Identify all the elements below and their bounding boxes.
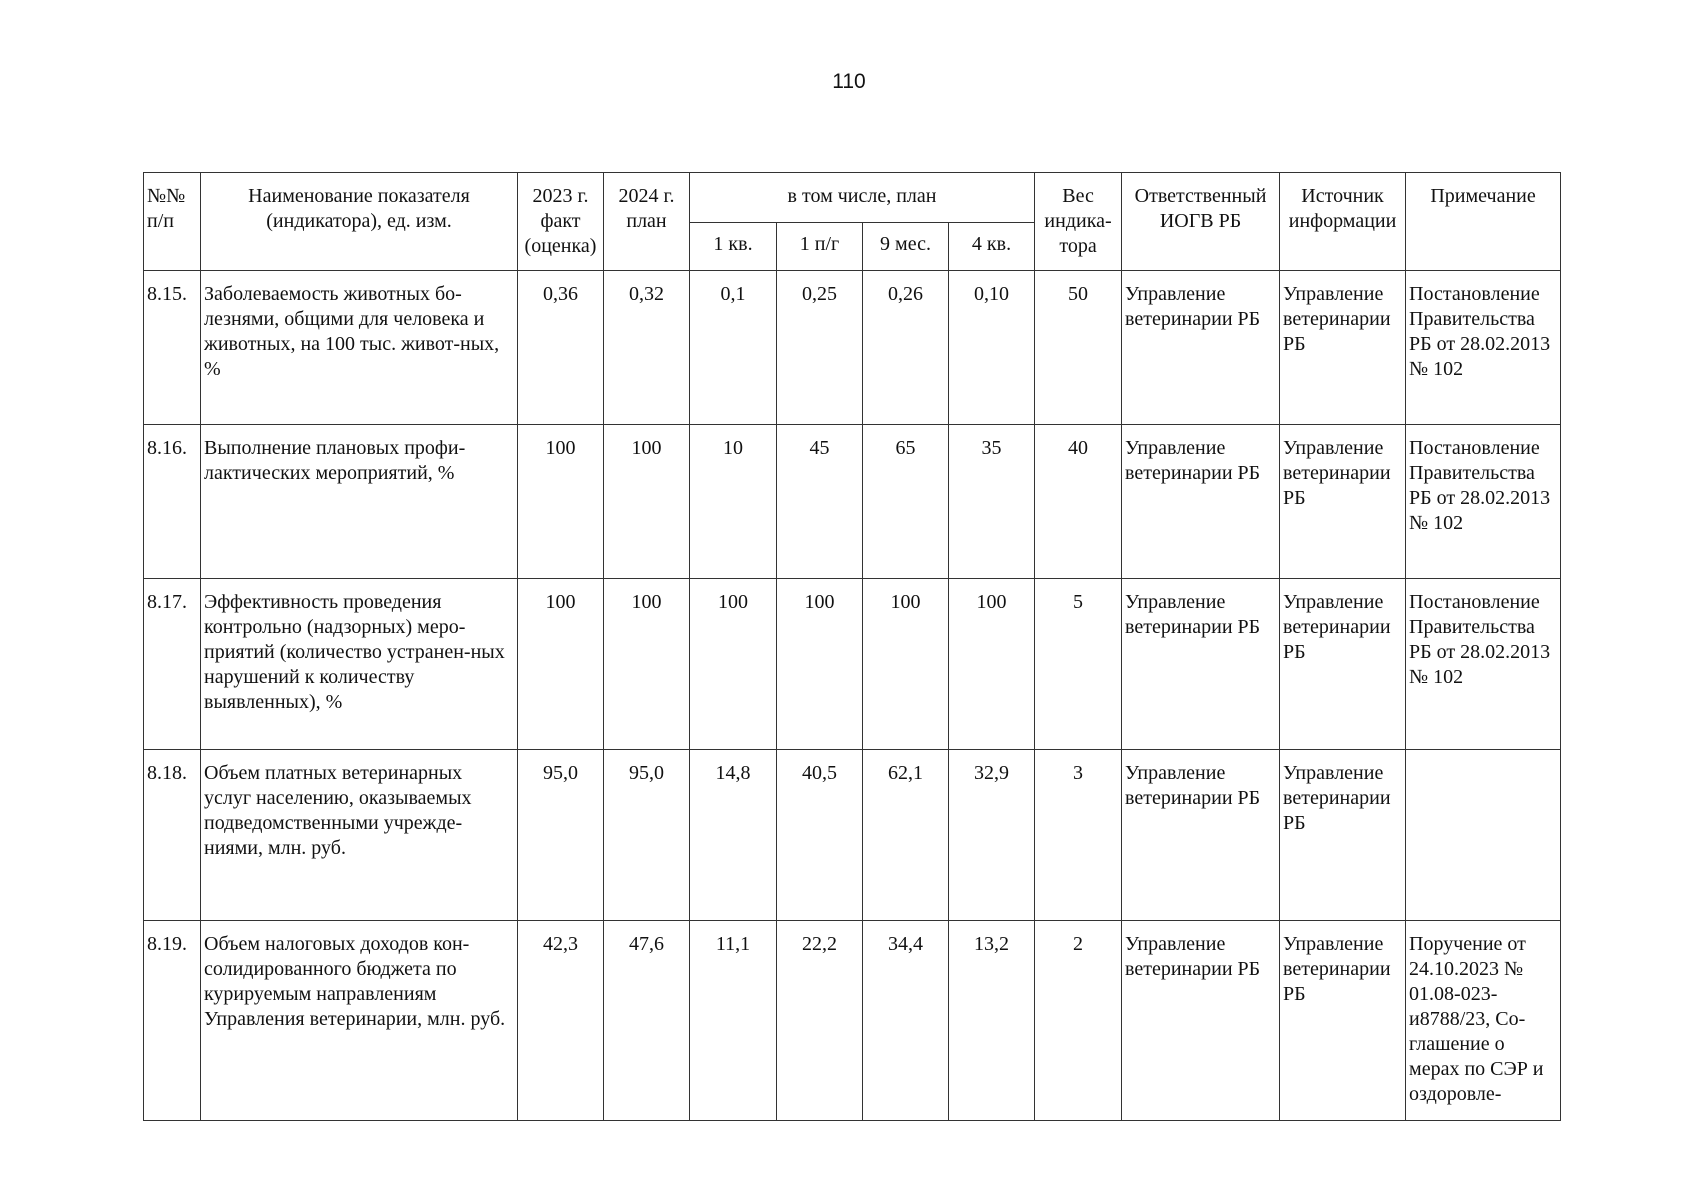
cell-weight: 3 [1035,750,1122,921]
header-q4: 4 кв. [949,223,1035,271]
cell-name: Объем платных ветеринарных услуг населению, оказываемых подведомственными учрежде-ниями, млн. руб. [201,750,518,921]
cell-note: Постановление Правительства РБ от 28.02.2013 № 102 [1406,579,1561,750]
cell-num: 8.17. [144,579,201,750]
cell-responsible: Управление ветеринарии РБ [1122,425,1280,579]
table-row [144,579,1561,750]
header-name: Наименование показателя (индикатора), ед. изм. [201,173,518,271]
cell-num: 8.15. [144,271,201,425]
header-source: Источник информации [1280,173,1406,271]
cell-source: Управление ветеринарии РБ [1280,750,1406,921]
cell-m9: 62,1 [863,750,949,921]
indicators-table [143,172,1561,1121]
cell-plan-2024: 0,32 [604,271,690,425]
cell-note: Поручение от 24.10.2023 № 01.08-023-и8788/23, Со-глашение о мерах по СЭР и оздоровле- [1406,921,1561,1121]
header-h1: 1 п/г [777,223,863,271]
header-weight: Вес индика-тора [1035,173,1122,271]
table-row [144,425,1561,579]
cell-q1: 11,1 [690,921,777,1121]
header-note: Примечание [1406,173,1561,271]
cell-fact-2023: 0,36 [518,271,604,425]
cell-m9: 34,4 [863,921,949,1121]
cell-num: 8.19. [144,921,201,1121]
cell-weight: 5 [1035,579,1122,750]
cell-note: Постановление Правительства РБ от 28.02.2013 № 102 [1406,425,1561,579]
cell-weight: 2 [1035,921,1122,1121]
cell-responsible: Управление ветеринарии РБ [1122,579,1280,750]
cell-plan-2024: 100 [604,425,690,579]
cell-q4: 35 [949,425,1035,579]
cell-fact-2023: 100 [518,425,604,579]
header-q1: 1 кв. [690,223,777,271]
header-incl-plan: в том числе, план [690,173,1035,223]
cell-note [1406,750,1561,921]
table-row [144,750,1561,921]
cell-name: Заболеваемость животных бо-лезнями, общими для человека и животных, на 100 тыс. живот-ных, % [201,271,518,425]
cell-weight: 40 [1035,425,1122,579]
cell-q4: 100 [949,579,1035,750]
cell-q1: 100 [690,579,777,750]
cell-m9: 0,26 [863,271,949,425]
cell-num: 8.16. [144,425,201,579]
cell-plan-2024: 47,6 [604,921,690,1121]
cell-responsible: Управление ветеринарии РБ [1122,271,1280,425]
cell-source: Управление ветеринарии РБ [1280,271,1406,425]
cell-note: Постановление Правительства РБ от 28.02.2013 № 102 [1406,271,1561,425]
cell-plan-2024: 95,0 [604,750,690,921]
table-header-row [144,173,1561,223]
table-row [144,271,1561,425]
cell-responsible: Управление ветеринарии РБ [1122,921,1280,1121]
header-num: №№ п/п [144,173,201,271]
cell-fact-2023: 42,3 [518,921,604,1121]
cell-name: Выполнение плановых профи-лактических мероприятий, % [201,425,518,579]
table-row [144,921,1561,1121]
page-number: 110 [832,70,866,93]
cell-h1: 40,5 [777,750,863,921]
header-plan-2024: 2024 г. план [604,173,690,271]
cell-name: Объем налоговых доходов кон-солидированного бюджета по курируемым направлениям Управления ветеринарии, млн. руб. [201,921,518,1121]
cell-source: Управление ветеринарии РБ [1280,425,1406,579]
cell-h1: 22,2 [777,921,863,1121]
cell-h1: 100 [777,579,863,750]
cell-source: Управление ветеринарии РБ [1280,579,1406,750]
cell-source: Управление ветеринарии РБ [1280,921,1406,1121]
cell-q4: 32,9 [949,750,1035,921]
cell-fact-2023: 95,0 [518,750,604,921]
cell-plan-2024: 100 [604,579,690,750]
cell-h1: 0,25 [777,271,863,425]
cell-responsible: Управление ветеринарии РБ [1122,750,1280,921]
cell-m9: 100 [863,579,949,750]
cell-h1: 45 [777,425,863,579]
cell-q1: 0,1 [690,271,777,425]
cell-q1: 10 [690,425,777,579]
header-m9: 9 мес. [863,223,949,271]
cell-weight: 50 [1035,271,1122,425]
cell-m9: 65 [863,425,949,579]
cell-num: 8.18. [144,750,201,921]
cell-q4: 13,2 [949,921,1035,1121]
cell-fact-2023: 100 [518,579,604,750]
cell-q1: 14,8 [690,750,777,921]
header-fact-2023: 2023 г. факт (оценка) [518,173,604,271]
cell-q4: 0,10 [949,271,1035,425]
header-responsible: Ответственный ИОГВ РБ [1122,173,1280,271]
cell-name: Эффективность проведения контрольно (надзорных) меро-приятий (количество устранен-ных нарушений к количеству выявленных), % [201,579,518,750]
